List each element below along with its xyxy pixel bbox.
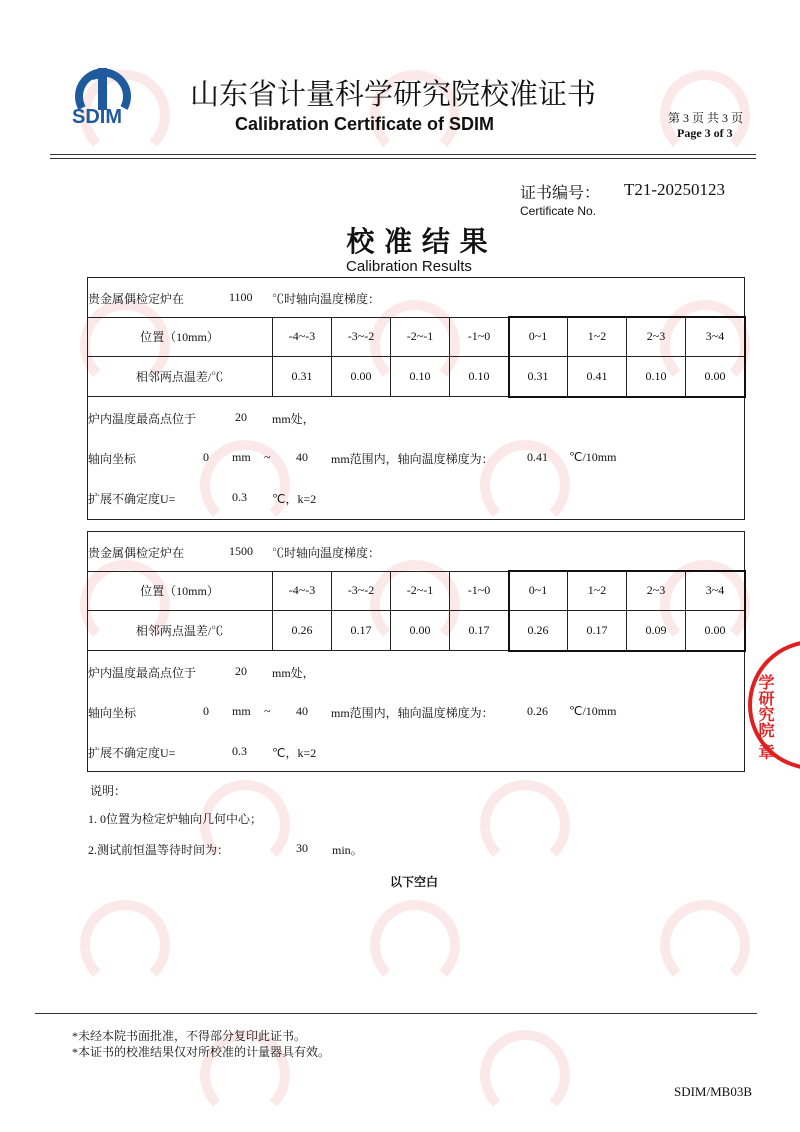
note-2-label: 2.测试前恒温等待时间为： [88, 843, 230, 857]
diff-row-cell: 0.00 [686, 357, 745, 397]
certificate-number: T21-20250123 [624, 180, 726, 199]
diff-row-header: 相邻两点温差/℃ [87, 611, 273, 651]
diff-row-cell: 0.00 [332, 357, 391, 397]
footer-note-2: *本证书的校准结果仅对所校准的计量器具有效。 [72, 1045, 331, 1059]
diff-row-cell: 0.26 [273, 611, 332, 651]
temperature-value: 1100 [229, 290, 253, 304]
uncertainty-suffix: ℃，k=2 [272, 492, 317, 506]
diff-row-cell: 0.00 [686, 611, 745, 651]
watermark-logo-icon [480, 1030, 570, 1120]
axis-from: 0 [203, 450, 209, 464]
axis-label: 轴向坐标 [88, 452, 137, 466]
uncertainty-suffix: ℃，k=2 [272, 746, 317, 760]
position-row-cell: 1~2 [568, 317, 627, 357]
diff-row-cell: 0.17 [332, 611, 391, 651]
watermark-logo-icon [480, 780, 570, 870]
diff-row-cell: 0.00 [391, 611, 450, 651]
intro-label: 贵金属偶检定炉在 [88, 546, 185, 560]
diff-row-cell: 0.09 [627, 611, 686, 651]
position-row-cell: 2~3 [627, 317, 686, 357]
seal-text: 学研究院 章 [756, 674, 775, 760]
gradient-unit: ℃/10mm [569, 450, 617, 464]
note-2-unit: min。 [332, 843, 363, 857]
blank-below-marker: 以下空白 [390, 875, 439, 889]
gradient-block [87, 277, 745, 520]
diff-row-cell: 0.41 [568, 357, 627, 397]
position-row-header: 位置（10mm） [87, 317, 273, 357]
certificate-label-cn: 证书编号： [520, 183, 601, 202]
position-row-cell: -2~-1 [391, 317, 450, 357]
note-2-value: 30 [296, 841, 308, 855]
position-row-cell: -3~-2 [332, 571, 391, 611]
position-row-cell: -2~-1 [391, 571, 450, 611]
position-row-cell: 3~4 [686, 571, 745, 611]
diff-row-cell: 0.26 [509, 611, 568, 651]
official-seal [748, 640, 800, 770]
position-row-cell: 3~4 [686, 317, 745, 357]
gradient-block [87, 531, 745, 772]
section-title-cn: 校 准 结 果 [346, 225, 488, 258]
diff-row-cell: 0.17 [450, 611, 509, 651]
watermark-logo-icon [660, 900, 750, 990]
sdim-logo [68, 60, 138, 130]
section-title-en: Calibration Results [346, 258, 472, 275]
axis-to: 40 [296, 450, 308, 464]
diff-row-cell: 0.31 [273, 357, 332, 397]
axis-tilde: ~ [264, 704, 271, 718]
intro-suffix: ℃时轴向温度梯度： [272, 546, 381, 560]
diff-row-cell: 0.31 [509, 357, 568, 397]
diff-row-cell: 0.10 [391, 357, 450, 397]
title-en: Calibration Certificate of SDIM [235, 114, 495, 134]
watermark-logo-icon [370, 900, 460, 990]
axis-suffix: mm范围内，轴向温度梯度为： [331, 452, 494, 466]
gradient-unit: ℃/10mm [569, 704, 617, 718]
max-point-value: 20 [235, 410, 247, 424]
axis-unit: mm [232, 450, 251, 464]
axis-label: 轴向坐标 [88, 706, 137, 720]
header-divider [50, 154, 756, 159]
gradient-value: 0.41 [527, 450, 548, 464]
max-point-label: 炉内温度最高点位于 [88, 666, 197, 680]
diff-row-header: 相邻两点温差/℃ [87, 357, 273, 397]
uncertainty-label: 扩展不确定度U= [88, 492, 176, 506]
max-point-value: 20 [235, 664, 247, 678]
position-row-cell: -4~-3 [273, 317, 332, 357]
max-point-label: 炉内温度最高点位于 [88, 412, 197, 426]
axis-unit: mm [232, 704, 251, 718]
logo-text: SDIM [72, 106, 122, 128]
watermark-logo-icon [80, 900, 170, 990]
position-row-cell: 0~1 [509, 317, 568, 357]
axis-from: 0 [203, 704, 209, 718]
footer-divider [35, 1013, 757, 1014]
position-row-cell: 2~3 [627, 571, 686, 611]
position-row-cell: -4~-3 [273, 571, 332, 611]
note-1: 1. 0位置为检定炉轴向几何中心； [88, 812, 263, 826]
page-number-en: Page 3 of 3 [677, 126, 733, 140]
intro-label: 贵金属偶检定炉在 [88, 292, 185, 306]
position-row-cell: -3~-2 [332, 317, 391, 357]
gradient-value: 0.26 [527, 704, 548, 718]
max-point-unit: mm处， [272, 412, 315, 426]
position-row-header: 位置（10mm） [87, 571, 273, 611]
position-row-cell: -1~0 [450, 317, 509, 357]
uncertainty-value: 0.3 [232, 744, 247, 758]
page-number-cn: 第 3 页 共 3 页 [668, 111, 744, 125]
position-row-cell: 1~2 [568, 571, 627, 611]
certificate-label-en: Certificate No. [520, 204, 597, 218]
axis-to: 40 [296, 704, 308, 718]
footer-note-1: *未经本院书面批准，不得部分复印此证书。 [72, 1029, 307, 1043]
intro-suffix: ℃时轴向温度梯度： [272, 292, 381, 306]
position-row-cell: -1~0 [450, 571, 509, 611]
axis-tilde: ~ [264, 450, 271, 464]
temperature-value: 1500 [229, 544, 253, 558]
position-row-cell: 0~1 [509, 571, 568, 611]
form-code: SDIM/MB03B [673, 1084, 752, 1099]
uncertainty-label: 扩展不确定度U= [88, 746, 176, 760]
diff-row-cell: 0.10 [450, 357, 509, 397]
max-point-unit: mm处， [272, 666, 315, 680]
title-cn: 山东省计量科学研究院校准证书 [190, 77, 597, 111]
notes-heading: 说明： [90, 784, 127, 798]
uncertainty-value: 0.3 [232, 490, 247, 504]
diff-row-cell: 0.17 [568, 611, 627, 651]
axis-suffix: mm范围内，轴向温度梯度为： [331, 706, 494, 720]
diff-row-cell: 0.10 [627, 357, 686, 397]
